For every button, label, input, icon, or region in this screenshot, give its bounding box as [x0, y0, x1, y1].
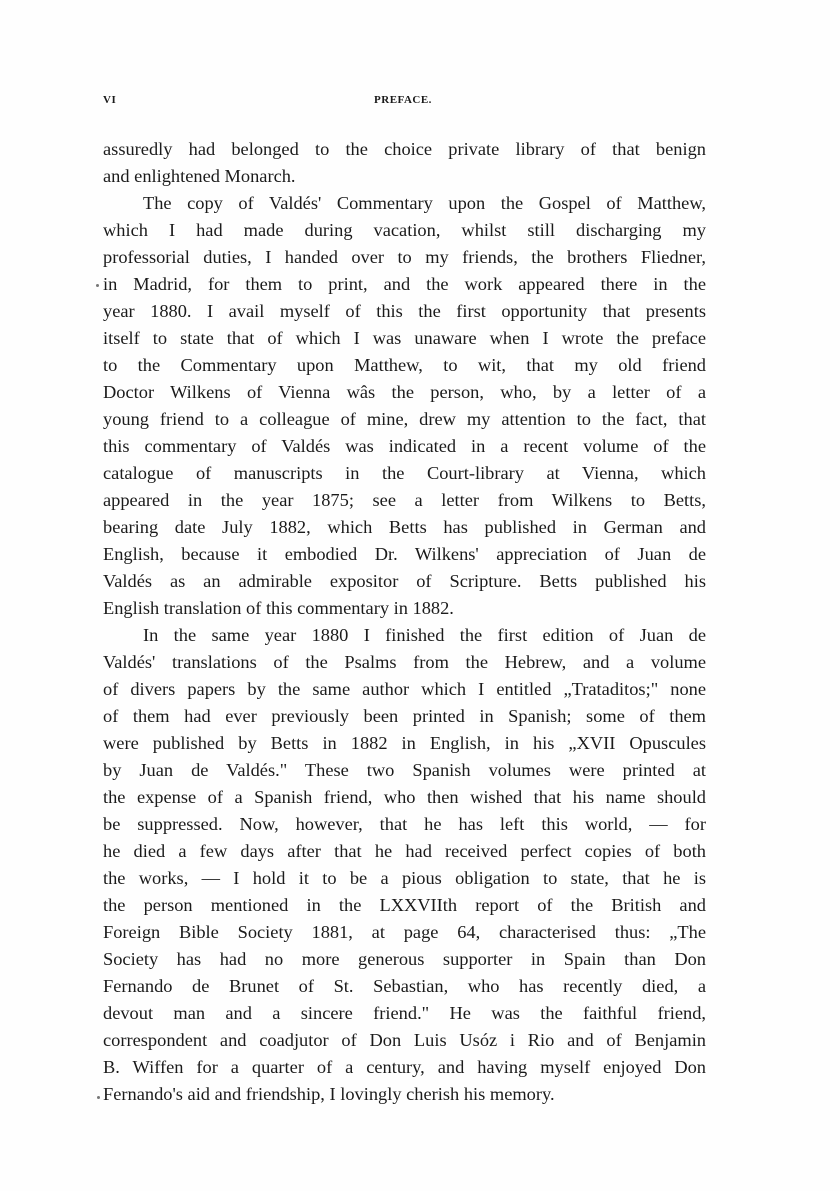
text-line: Valdés' translations of the Psalms from the Hebrew, and a volume: [103, 652, 706, 672]
text-line: the expense of a Spanish friend, who then wished that his name should: [103, 787, 706, 807]
text-line: Fernando's aid and friendship, I lovingly cherish his memory.: [103, 1084, 555, 1104]
text-line: Valdés as an admirable expositor of Scripture. Betts published his: [103, 571, 706, 591]
text-line: English translation of this commentary in 1882.: [103, 598, 454, 618]
text-line: be suppressed. Now, however, that he has left this world, — for: [103, 814, 706, 834]
text-line: which I had made during vacation, whilst still discharging my: [103, 220, 706, 240]
text-line: appeared in the year 1875; see a letter from Wilkens to Betts,: [103, 490, 706, 510]
text-line: assuredly had belonged to the choice private library of that benign: [103, 139, 706, 159]
text-line: he died a few days after that he had received perfect copies of both: [103, 841, 706, 861]
text-line: catalogue of manuscripts in the Court-library at Vienna, which: [103, 463, 706, 483]
text-line: this commentary of Valdés was indicated in a recent volume of the: [103, 436, 706, 456]
text-line: Society has had no more generous supporter in Spain than Don: [103, 949, 706, 969]
text-line: in Madrid, for them to print, and the work appeared there in the: [103, 274, 706, 294]
text-line: and enlightened Monarch.: [103, 166, 296, 186]
text-line: Foreign Bible Society 1881, at page 64, characterised thus: „The: [103, 922, 706, 942]
text-line: by Juan de Valdés." These two Spanish volumes were printed at: [103, 760, 706, 780]
running-head: PREFACE.: [374, 94, 432, 106]
text-line: to the Commentary upon Matthew, to wit, that my old friend: [103, 355, 706, 375]
text-line: bearing date July 1882, which Betts has published in German and: [103, 517, 706, 537]
text-line: Doctor Wilkens of Vienna wâs the person, who, by a letter of a: [103, 382, 706, 402]
text-line: were published by Betts in 1882 in English, in his „XVII Opuscules: [103, 733, 706, 753]
text-line: Fernando de Brunet of St. Sebastian, who has recently died, a: [103, 976, 706, 996]
scan-speck: [96, 284, 99, 287]
text-line: itself to state that of which I was unaware when I wrote the preface: [103, 328, 706, 348]
text-line: of divers papers by the same author which I entitled „Trataditos;" none: [103, 679, 706, 699]
page-header: [103, 94, 703, 112]
text-line: correspondent and coadjutor of Don Luis Usóz i Rio and of Benjamin: [103, 1030, 706, 1050]
text-line: devout man and a sincere friend." He was the faithful friend,: [103, 1003, 706, 1023]
body-text: [103, 136, 706, 1108]
text-line: English, because it embodied Dr. Wilkens' appreciation of Juan de: [103, 544, 706, 564]
scan-speck: [97, 1096, 100, 1099]
text-line: professorial duties, I handed over to my friends, the brothers Fliedner,: [103, 247, 706, 267]
text-line: year 1880. I avail myself of this the first opportunity that presents: [103, 301, 706, 321]
paragraph-first-line: The copy of Valdés' Commentary upon the Gospel of Matthew,: [143, 193, 706, 213]
text-line: young friend to a colleague of mine, drew my attention to the fact, that: [103, 409, 706, 429]
text-line: the person mentioned in the LXXVIIth report of the British and: [103, 895, 706, 915]
text-line: the works, — I hold it to be a pious obligation to state, that he is: [103, 868, 706, 888]
paragraph-first-line: In the same year 1880 I finished the first edition of Juan de: [143, 625, 706, 645]
text-line: of them had ever previously been printed in Spanish; some of them: [103, 706, 706, 726]
page-number: VI: [103, 94, 117, 106]
text-line: B. Wiffen for a quarter of a century, and having myself enjoyed Don: [103, 1057, 706, 1077]
